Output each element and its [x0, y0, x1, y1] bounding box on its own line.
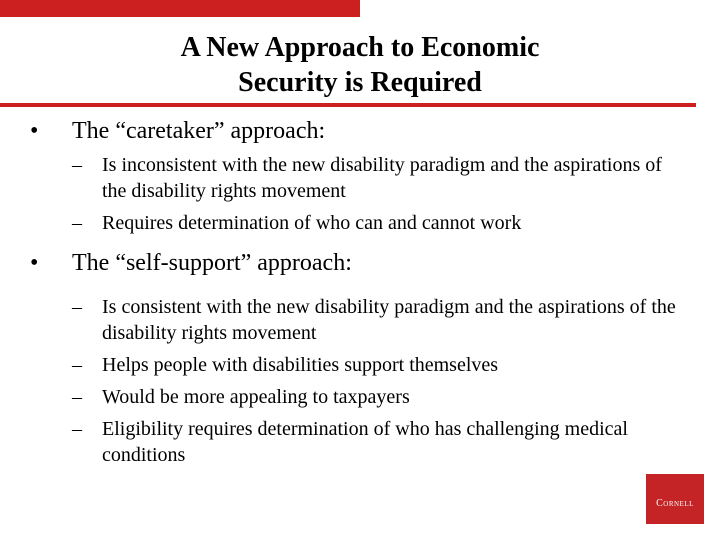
bullet-self-support	[30, 248, 690, 278]
dash-icon: –	[72, 296, 82, 318]
cornell-logo	[646, 474, 704, 524]
sub-bullet-text: Would be more appealing to taxpayers	[102, 386, 410, 408]
dash-icon: –	[72, 212, 82, 234]
top-accent-bar	[0, 0, 360, 17]
dash-icon: –	[72, 154, 82, 176]
bullet-text: The “self-support” approach:	[72, 250, 352, 276]
slide-title-line-1: A New Approach to Economic	[180, 32, 540, 63]
sub-bullet	[30, 294, 690, 346]
dash-icon: –	[72, 418, 82, 440]
sub-bullet	[30, 416, 690, 468]
logo-text: Cornell	[656, 498, 694, 509]
slide-body	[30, 116, 690, 474]
self-support-sub-list	[30, 294, 690, 468]
dash-icon: –	[72, 354, 82, 376]
sub-bullet	[30, 210, 690, 236]
sub-bullet	[30, 384, 690, 410]
bullet-icon: •	[30, 118, 39, 144]
title-divider	[0, 103, 696, 107]
sub-bullet-text: Is consistent with the new disability paradigm and the aspirations of the disability rights movement	[102, 296, 676, 344]
sub-bullet-text: Helps people with disabilities support themselves	[102, 354, 499, 376]
bullet-text: The “caretaker” approach:	[72, 118, 326, 144]
slide-title	[60, 30, 660, 100]
sub-bullet	[30, 152, 690, 204]
caretaker-sub-list	[30, 152, 690, 236]
sub-bullet-text: Is inconsistent with the new disability paradigm and the aspirations of the disability rights movement	[102, 154, 662, 202]
sub-bullet-text: Requires determination of who can and cannot work	[102, 212, 522, 234]
sub-bullet-text: Eligibility requires determination of who has challenging medical conditions	[102, 418, 628, 466]
bullet-caretaker	[30, 116, 690, 146]
bullet-icon: •	[30, 250, 39, 276]
sub-bullet	[30, 352, 690, 378]
dash-icon: –	[72, 386, 82, 408]
slide-title-line-2: Security is Required	[238, 67, 482, 98]
